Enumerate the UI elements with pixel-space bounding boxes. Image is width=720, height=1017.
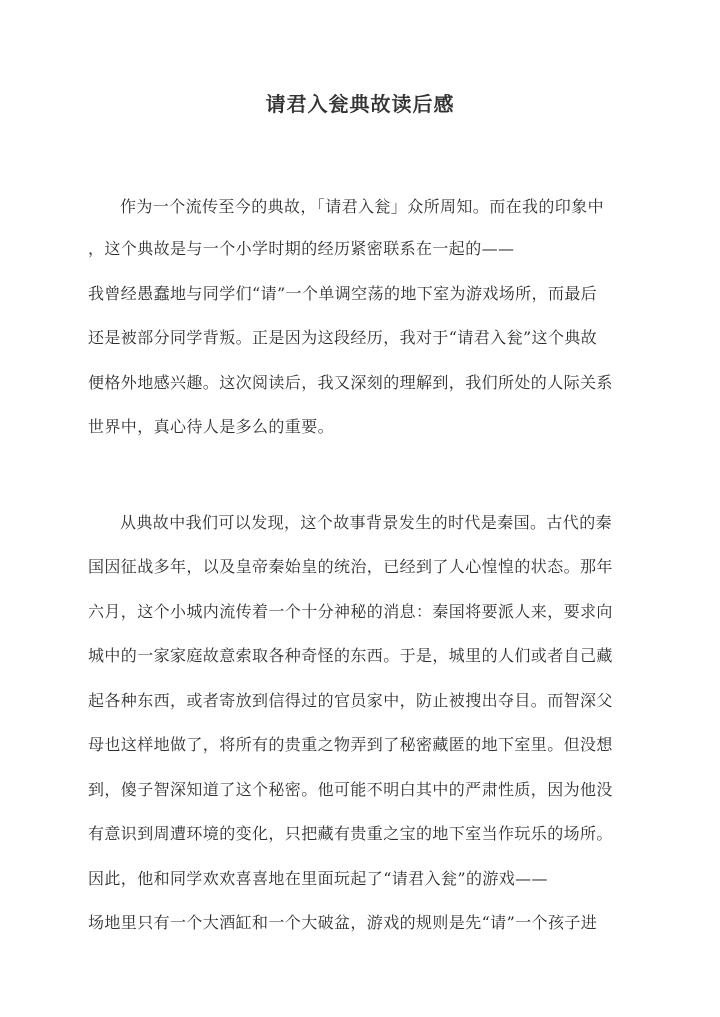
paragraph-1-line-3: 我曾经愚蠢地与同学们“请”一个单调空荡的地下室为游戏场所，而最后	[88, 284, 598, 303]
paragraph-2-line-4: 城中的一家家庭故意索取各种奇怪的东西。于是，城里的人们或者自己藏	[88, 646, 613, 665]
paragraph-1-line-1: 作为一个流传至今的典故，「请君入瓮」众所周知。而在我的印象中	[120, 197, 605, 216]
paragraph-2-line-2: 国因征战多年，以及皇帝秦始皇的统治，已经到了人心惶惶的状态。那年	[88, 557, 613, 576]
paragraph-1-line-6: 世界中，真心待人是多么的重要。	[88, 417, 335, 436]
paragraph-2-line-3: 六月，这个小城内流传着一个十分神秘的消息：秦国将要派人来，要求向	[88, 602, 613, 621]
paragraph-2-line-7: 到，傻子智深知道了这个秘密。他可能不明白其中的严肃性质，因为他没	[88, 780, 613, 799]
paragraph-1-line-5: 便格外地感兴趣。这次阅读后，我又深刻的理解到，我们所处的人际关系	[88, 373, 613, 392]
paragraph-1-line-2: ，这个典故是与一个小学时期的经历紧密联系在一起的——	[88, 239, 515, 258]
paragraph-2-line-9: 因此，他和同学欢欢喜喜地在里面玩起了“请君入瓮”的游戏——	[88, 869, 548, 888]
paragraph-2-line-5: 起各种东西，或者寄放到信得过的官员家中，防止被搜出夺目。而智深父	[88, 691, 613, 710]
paragraph-2-line-6: 母也这样地做了，将所有的贵重之物弄到了秘密藏匿的地下室里。但没想	[88, 735, 613, 754]
paragraph-2-line-10: 场地里只有一个大酒缸和一个大破盆，游戏的规则是先“请”一个孩子进	[88, 913, 598, 932]
paragraph-2-line-8: 有意识到周遭环境的变化，只把藏有贵重之宝的地下室当作玩乐的场所。	[88, 824, 613, 843]
paragraph-1-line-4: 还是被部分同学背叛。正是因为这段经历，我对于“请君入瓮”这个典故	[88, 328, 598, 347]
paragraph-2-line-1: 从典故中我们可以发现，这个故事背景发生的时代是秦国。古代的秦	[120, 513, 613, 532]
document-title: 请君入瓮典故读后感	[265, 92, 455, 116]
